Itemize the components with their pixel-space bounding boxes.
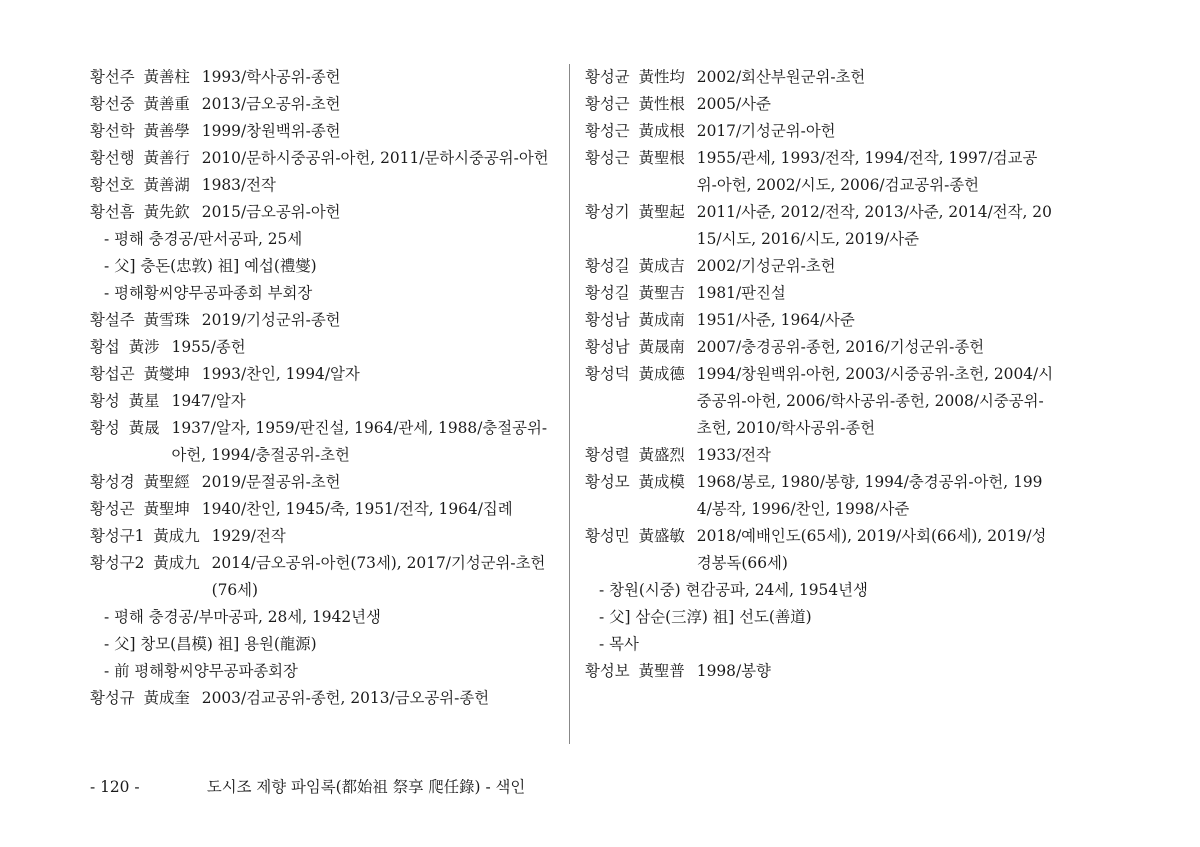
index-column-right	[585, 64, 1055, 685]
entry-hanja: 黃善柱	[143, 68, 190, 86]
index-entry	[90, 496, 560, 523]
index-entry	[585, 145, 1055, 199]
entry-name: 황성	[90, 392, 120, 410]
entry-name: 황성규	[90, 689, 135, 707]
index-entry	[90, 469, 560, 496]
entry-detail: 2018/예배인도(65세), 2019/사회(66세), 2019/성경봉독(66세)	[696, 527, 1047, 572]
entry-detail: 2002/기성군위-초헌	[696, 257, 836, 275]
page-number: - 120 -	[90, 778, 140, 796]
entry-hanja: 黃聖經	[143, 473, 190, 491]
index-entry	[90, 685, 560, 712]
entry-hanja: 黃晟南	[638, 338, 685, 356]
entry-hanja: 黃聖起	[638, 203, 685, 221]
entry-name: 황섭	[90, 338, 120, 356]
entry-detail: 1955/관세, 1993/전작, 1994/전작, 1997/검교공위-아헌, 2002/시도, 2006/검교공위-종헌	[696, 149, 1038, 194]
page-footer	[90, 775, 525, 797]
entry-hanja: 黃善重	[143, 95, 190, 113]
entry-detail: 2015/금오공위-아헌	[201, 203, 341, 221]
entry-hanja: 黃善行	[143, 149, 190, 167]
entry-name: 황선학	[90, 122, 135, 140]
entry-hanja: 黃燮坤	[143, 365, 190, 383]
entry-name: 황성길	[585, 284, 630, 302]
entry-hanja: 黃善湖	[143, 176, 190, 194]
entry-detail: 2014/금오공위-아헌(73세), 2017/기성군위-초헌(76세)	[211, 554, 546, 599]
entry-hanja: 黃成奎	[143, 689, 190, 707]
entry-detail: 2003/검교공위-종헌, 2013/금오공위-종헌	[201, 689, 490, 707]
index-entry	[585, 64, 1055, 91]
index-entry	[585, 523, 1055, 577]
entry-detail: 1994/창원백위-아헌, 2003/시중공위-초헌, 2004/시중공위-아헌, 2006/학사공위-종헌, 2008/시중공위-초헌, 2010/학사공위-종헌	[696, 365, 1054, 437]
entry-detail: 1947/알자	[171, 392, 246, 410]
entry-note: - 창원(시중) 현감공파, 24세, 1954년생	[599, 581, 868, 599]
entry-hanja: 黃晟	[128, 419, 160, 437]
index-entry	[585, 199, 1055, 253]
index-entry	[585, 658, 1055, 685]
entry-note: - 前 평해황씨양무공파종회장	[104, 662, 298, 680]
entry-hanja: 黃善學	[143, 122, 190, 140]
index-entry	[90, 91, 560, 118]
entry-hanja: 黃性均	[638, 68, 685, 86]
entry-hanja: 黃成九	[153, 527, 200, 545]
entry-hanja: 黃性根	[638, 95, 685, 113]
index-entry	[585, 91, 1055, 118]
book-title: 도시조 제향 파임록(都始祖 祭享 爬任錄) - 색인	[206, 778, 526, 796]
entry-name: 황성보	[585, 662, 630, 680]
entry-hanja: 黃成德	[638, 365, 685, 383]
entry-hanja: 黃成模	[638, 473, 685, 491]
entry-name: 황섭곤	[90, 365, 135, 383]
entry-name: 황성구1	[90, 527, 145, 545]
entry-hanja: 黃涉	[128, 338, 160, 356]
index-entry	[585, 469, 1055, 523]
entry-detail: 1968/봉로, 1980/봉향, 1994/충경공위-아헌, 1994/봉작, 1996/찬인, 1998/사준	[696, 473, 1043, 518]
entry-hanja: 黃成根	[638, 122, 685, 140]
index-entry	[90, 388, 560, 415]
entry-detail: 1983/전작	[201, 176, 276, 194]
entry-name: 황선행	[90, 149, 135, 167]
entry-detail: 1993/학사공위-종헌	[201, 68, 341, 86]
index-entry	[585, 253, 1055, 280]
index-entry	[585, 307, 1055, 334]
entry-detail: 1940/찬인, 1945/축, 1951/전작, 1964/집례	[201, 500, 513, 518]
index-entry	[585, 334, 1055, 361]
index-entry	[90, 415, 560, 469]
index-entry	[585, 361, 1055, 442]
entry-detail: 2019/문절공위-초헌	[201, 473, 341, 491]
index-column-left	[90, 64, 560, 712]
entry-detail: 1981/판진설	[696, 284, 786, 302]
entry-hanja: 黃成南	[638, 311, 685, 329]
entry-detail: 2019/기성군위-종헌	[201, 311, 341, 329]
index-entry	[585, 442, 1055, 469]
entry-detail: 2013/금오공위-초헌	[201, 95, 341, 113]
entry-name: 황선주	[90, 68, 135, 86]
index-entry	[585, 280, 1055, 307]
index-entry	[90, 199, 560, 226]
entry-detail: 2010/문하시중공위-아헌, 2011/문하시중공위-아헌	[201, 149, 549, 167]
entry-name: 황성근	[585, 122, 630, 140]
entry-hanja: 黃星	[128, 392, 160, 410]
entry-detail: 2011/사준, 2012/전작, 2013/사준, 2014/전작, 2015/시도, 2016/시도, 2019/사준	[696, 203, 1052, 248]
index-entry	[585, 118, 1055, 145]
entry-detail: 2005/사준	[696, 95, 771, 113]
entry-name: 황성덕	[585, 365, 630, 383]
index-entry	[90, 172, 560, 199]
entry-name: 황성길	[585, 257, 630, 275]
entry-name: 황성경	[90, 473, 135, 491]
entry-note: - 평해황씨양무공파종회 부회장	[104, 284, 313, 302]
entry-note: - 父] 창모(昌模) 祖] 용원(龍源)	[104, 635, 317, 653]
entry-note: - 父] 충돈(忠敦) 祖] 예섭(禮燮)	[104, 257, 317, 275]
entry-name: 황성기	[585, 203, 630, 221]
entry-name: 황선중	[90, 95, 135, 113]
entry-hanja: 黃成吉	[638, 257, 685, 275]
entry-hanja: 黃盛烈	[638, 446, 685, 464]
entry-note: - 평해 충경공/부마공파, 28세, 1942년생	[104, 608, 381, 626]
entry-detail: 1937/알자, 1959/판진설, 1964/관세, 1988/충절공위-아헌, 1994/충절공위-초헌	[171, 419, 548, 464]
entry-hanja: 黃盛敏	[638, 527, 685, 545]
index-entry	[90, 361, 560, 388]
entry-name: 황성모	[585, 473, 630, 491]
entry-hanja: 黃聖根	[638, 149, 685, 167]
entry-name: 황성근	[585, 95, 630, 113]
entry-detail: 1933/전작	[696, 446, 771, 464]
index-entry	[90, 64, 560, 91]
entry-detail: 1951/사준, 1964/사준	[696, 311, 855, 329]
index-entry	[90, 550, 560, 604]
entry-name: 황성근	[585, 149, 630, 167]
entry-hanja: 黃成九	[153, 554, 200, 572]
entry-name: 황성	[90, 419, 120, 437]
entry-hanja: 黃雪珠	[143, 311, 190, 329]
entry-name: 황성남	[585, 338, 630, 356]
entry-detail: 2002/회산부원군위-초헌	[696, 68, 866, 86]
entry-detail: 1999/창원백위-종헌	[201, 122, 341, 140]
entry-name: 황성균	[585, 68, 630, 86]
entry-note: - 목사	[599, 635, 639, 653]
entry-name: 황성민	[585, 527, 630, 545]
index-entry	[90, 307, 560, 334]
entry-hanja: 黃聖普	[638, 662, 685, 680]
entry-detail: 1998/봉향	[696, 662, 771, 680]
index-entry	[90, 334, 560, 361]
index-entry	[90, 523, 560, 550]
entry-detail: 1955/종헌	[171, 338, 246, 356]
entry-note: - 평해 충경공/판서공파, 25세	[104, 230, 303, 248]
entry-name: 황성곤	[90, 500, 135, 518]
entry-name: 황설주	[90, 311, 135, 329]
entry-hanja: 黃聖坤	[143, 500, 190, 518]
entry-name: 황선흠	[90, 203, 135, 221]
entry-hanja: 黃先欽	[143, 203, 190, 221]
entry-name: 황성남	[585, 311, 630, 329]
entry-hanja: 黃聖吉	[638, 284, 685, 302]
index-entry	[90, 145, 560, 172]
entry-detail: 1929/전작	[211, 527, 286, 545]
entry-detail: 2007/충경공위-종헌, 2016/기성군위-종헌	[696, 338, 985, 356]
entry-detail: 2017/기성군위-아헌	[696, 122, 836, 140]
entry-name: 황선호	[90, 176, 135, 194]
index-entry	[90, 118, 560, 145]
entry-detail: 1993/찬인, 1994/알자	[201, 365, 360, 383]
entry-note: - 父] 삼순(三淳) 祖] 선도(善道)	[599, 608, 812, 626]
entry-name: 황성렬	[585, 446, 630, 464]
entry-name: 황성구2	[90, 554, 145, 572]
column-divider	[569, 64, 570, 744]
